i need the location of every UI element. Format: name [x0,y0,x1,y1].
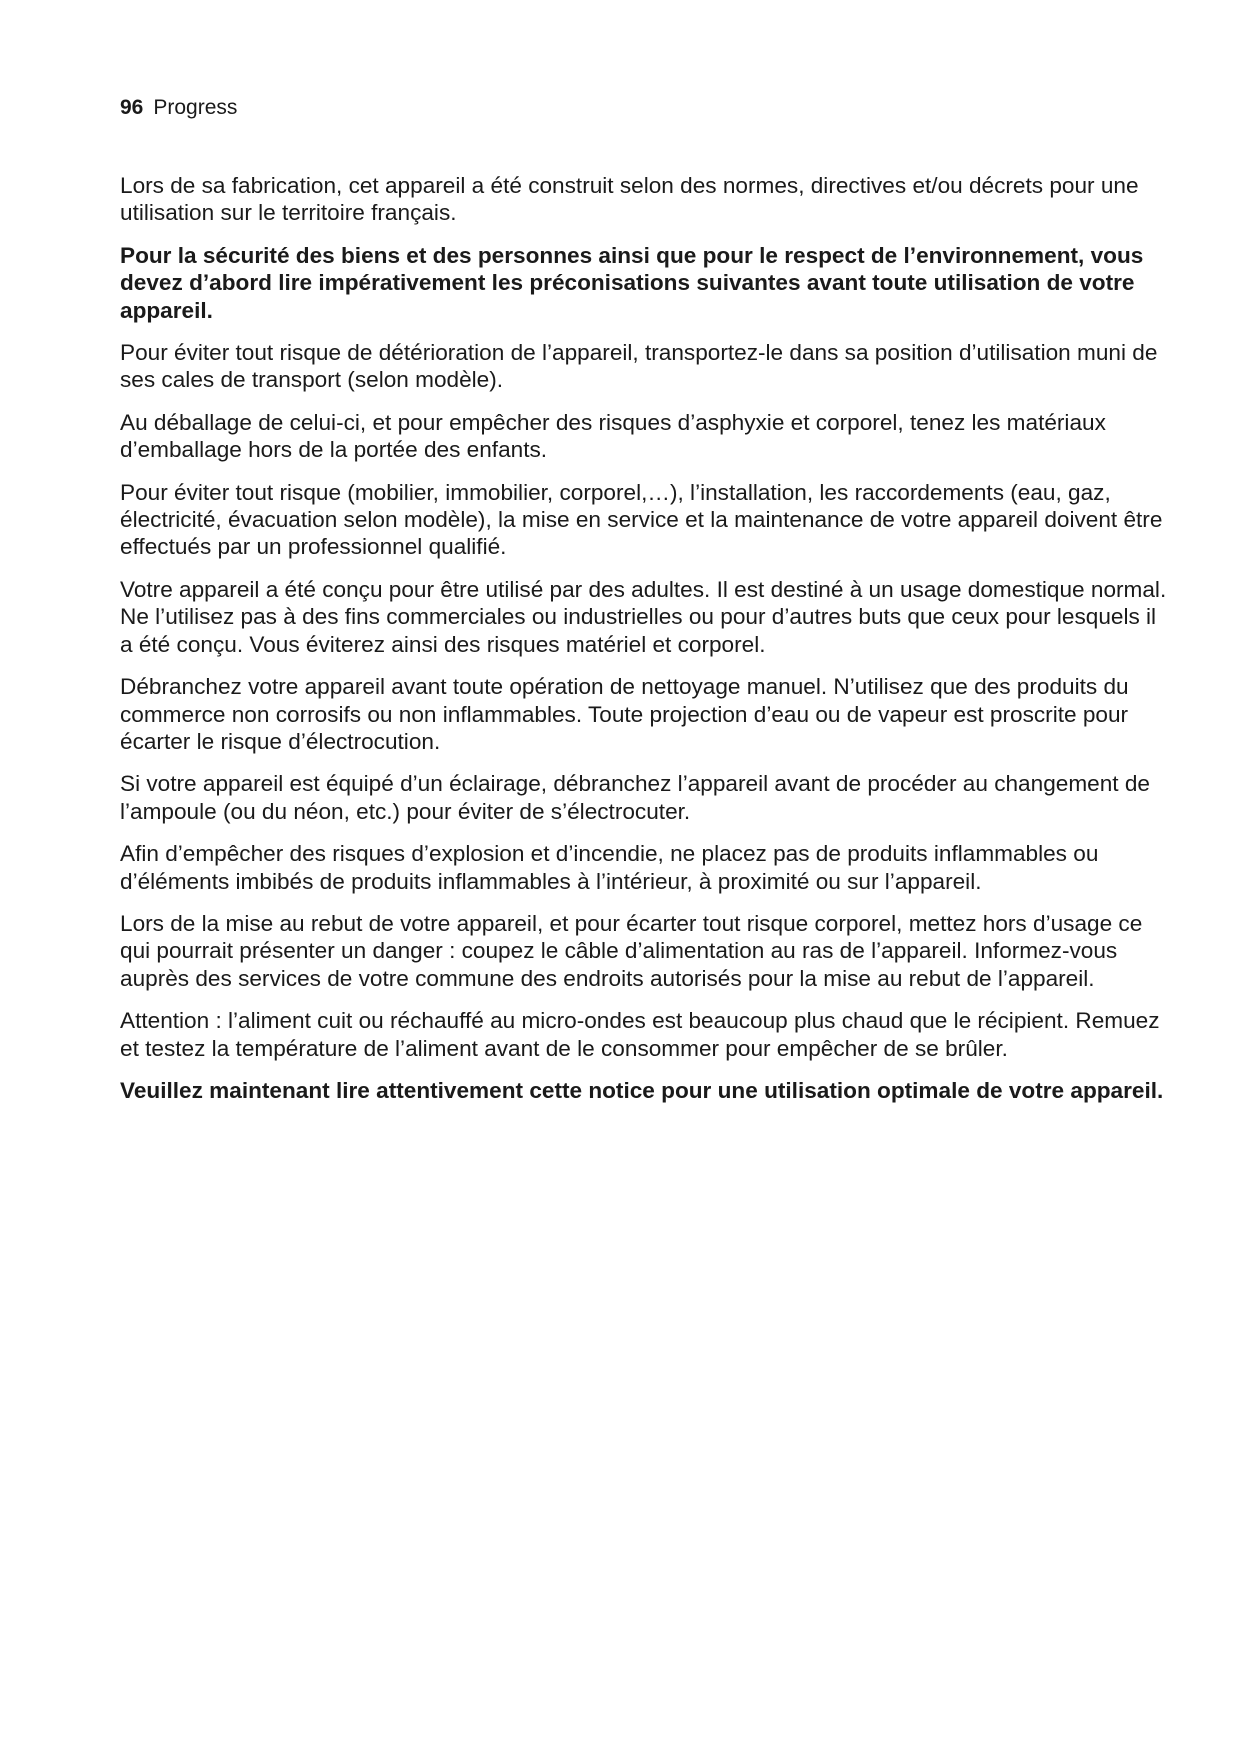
document-body [120,172,1170,1119]
paragraph-lighting: Si votre appareil est équipé d’un éclairage, débranchez l’appareil avant de procéder au changement de l’ampoule (ou du néon, etc.) pour éviter de s’électrocuter. [120,771,1150,824]
paragraph-manufacturing-standards: Lors de sa fabrication, cet appareil a été construit selon des normes, directives et/ou décrets pour une utilisation sur le territoire français. [120,173,1139,226]
paragraph-read-manual: Veuillez maintenant lire attentivement cette notice pour une utilisation optimale de votre appareil. [120,1077,1164,1103]
brand-name: Progress [153,96,238,119]
paragraph-fire-risk: Afin d’empêcher des risques d’explosion et d’incendie, ne placez pas de produits inflammables ou d’éléments imbibés de produits inflammables à l’intérieur, à proximité ou sur l’appareil. [120,841,1099,894]
paragraph-microwave-warning: Attention : l’aliment cuit ou réchauffé au micro-ondes est beaucoup plus chaud que le récipient. Remuez et testez la température de l’aliment avant de le consommer pour empêcher de se brûler. [120,1008,1160,1061]
paragraph-cleaning: Débranchez votre appareil avant toute opération de nettoyage manuel. N’utilisez que des produits du commerce non corrosifs ou non inflammables. Toute projection d’eau ou de vapeur est proscrite pour écarter le risque d’électrocution. [120,674,1129,754]
page-header [120,96,237,120]
paragraph-unpacking: Au déballage de celui-ci, et pour empêcher des risques d’asphyxie et corporel, tenez les matériaux d’emballage hors de la portée des enfants. [120,409,1106,463]
paragraph-intended-use: Votre appareil a été conçu pour être utilisé par des adultes. Il est destiné à un usage domestique normal. Ne l’utilisez pas à des fins commerciales ou industrielles ou pour d’autres buts que ceux pour lesquels il a été conçu. Vous éviterez ainsi des risques matériel et corporel. [120,576,1167,657]
paragraph-safety-intro: Pour la sécurité des biens et des personnes ainsi que pour le respect de l’environnement, vous devez d’abord lire impérativement les préconisations suivantes avant toute utilisation de votre appareil. [120,242,1144,323]
paragraph-disposal: Lors de la mise au rebut de votre appareil, et pour écarter tout risque corporel, mettez hors d’usage ce qui pourrait présenter un danger : coupez le câble d’alimentation au ras de l’appareil. Informez-vous auprès des services de votre commune des endroits autorisés pour la mise au rebut de l’appareil. [120,910,1143,991]
paragraph-transport: Pour éviter tout risque de détérioration de l’appareil, transportez-le dans sa position d’utilisation muni de ses cales de transport (selon modèle). [120,340,1158,393]
page-number: 96 [120,96,144,119]
paragraph-installation: Pour éviter tout risque (mobilier, immobilier, corporel,…), l’installation, les raccordements (eau, gaz, électricité, évacuation selon modèle), la mise en service et la maintenance de votre appareil doivent être effectués par un professionnel qualifié. [120,479,1163,560]
